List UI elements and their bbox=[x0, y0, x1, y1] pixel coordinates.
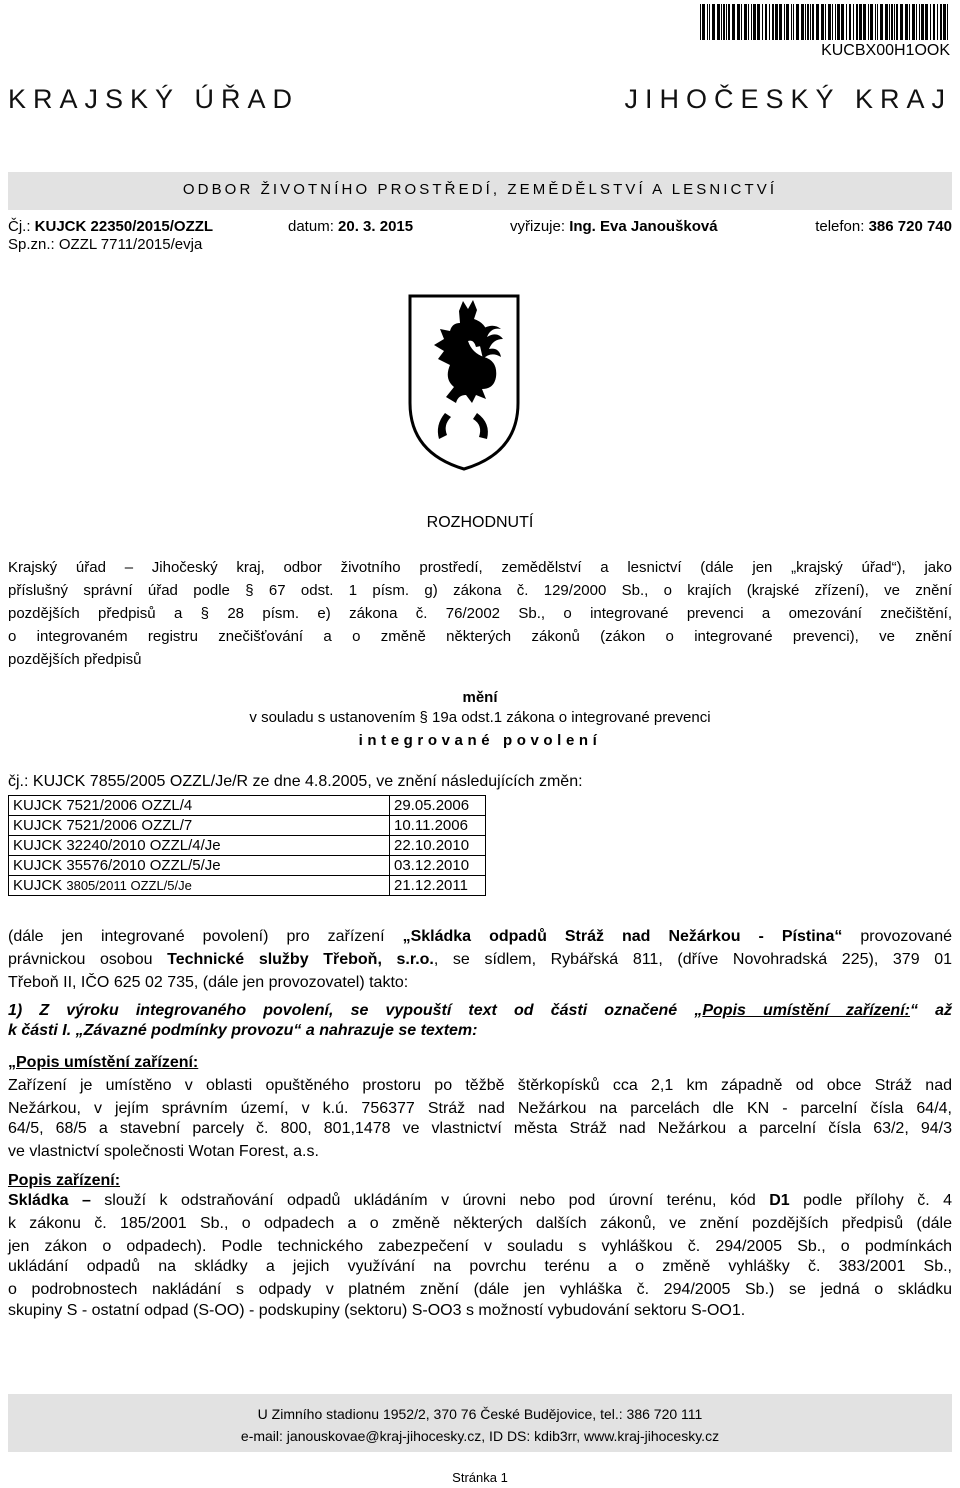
decision-title: ROZHODNUTÍ bbox=[426, 514, 534, 531]
page-number: Stránka 1 bbox=[452, 1470, 508, 1485]
barcode bbox=[698, 4, 950, 40]
original-permit-ref: čj.: KUJCK 7855/2005 OZZL/Je/R ze dne 4.8.2005, ve znění následujících změn: bbox=[8, 773, 583, 790]
description-line-2: k zákonu č. 185/2001 Sb., o odpadech a o změně některých dalších zákonů, ve znění pozdějších předpisů (dále bbox=[8, 1215, 952, 1232]
facility-line-1: (dále jen integrované povolení) pro zařízení „Skládka odpadů Stráž nad Nežárkou - Pístina“ provozované bbox=[8, 928, 952, 945]
intro-line-3: pozdějších předpisů a § 28 písm. e) zákona č. 76/2002 Sb., o integrované prevenci a omezování znečištění, bbox=[8, 605, 952, 622]
location-line-2: Nežárkou, v jejím správním území, v k.ú. 756377 Stráž nad Nežárkou na parcelách dle KN - parcelní čísla 64/4, bbox=[8, 1100, 952, 1117]
amendment-ref: KUJCK 32240/2010 OZZL/4/Je bbox=[9, 836, 390, 856]
item-1-line-2: k části I. „Závazné podmínky provozu“ a nahrazuje se textem: bbox=[8, 1022, 478, 1039]
location-line-1: Zařízení je umístěno v oblasti opuštěného prostoru po těžbě štěrkopísků cca 2,1 km západně od obce Stráž nad bbox=[8, 1077, 952, 1094]
table-row bbox=[9, 836, 486, 856]
table-row bbox=[9, 876, 486, 896]
description-line-1: Skládka – slouží k odstraňování odpadů ukládáním v úrovni nebo pod úrovní terénu, kód D1 podle přílohy č. 4 bbox=[8, 1192, 952, 1209]
handled-by: vyřizuje: Ing. Eva Janoušková bbox=[510, 218, 718, 235]
table-row bbox=[9, 856, 486, 876]
intro-line-4: o integrovaném registru znečišťování a o změně některých zákonů (zákon o integrované prevenci), ve znění bbox=[8, 628, 952, 645]
intro-line-5: pozdějších předpisů bbox=[8, 651, 142, 668]
reference-number: Čj.: KUJCK 22350/2015/OZZL bbox=[8, 218, 214, 235]
item-1-line-1: 1) Z výroku integrovaného povolení, se vypouští text od části označené „Popis umístění zařízení:“ až bbox=[8, 1002, 953, 1019]
footer-contacts: e-mail: janouskovae@kraj-jihocesky.cz, ID DS: kdib3rr, www.kraj-jihocesky.cz bbox=[240, 1428, 720, 1444]
facility-line-2: právnickou osobou Technické služby Třeboň, s.r.o., se sídlem, Rybářská 811, (dříve Novohradská 225), 379 01 bbox=[8, 951, 953, 968]
integrated-permit-label: integrované povolení bbox=[358, 732, 602, 749]
barcode-id: KUCBX00H1OOK bbox=[821, 42, 950, 59]
amendments-table bbox=[8, 795, 486, 896]
location-line-4: ve vlastnictví společnosti Wotan Forest, a.s. bbox=[8, 1143, 319, 1160]
legal-basis: v souladu s ustanovením § 19a odst.1 zákona o integrované prevenci bbox=[249, 709, 711, 726]
footer-address: U Zimního stadionu 1952/2, 370 76 České Budějovice, tel.: 386 720 111 bbox=[257, 1406, 703, 1422]
table-row bbox=[9, 816, 486, 836]
amendment-date: 03.12.2010 bbox=[390, 856, 486, 876]
department-name: ODBOR ŽIVOTNÍHO PROSTŘEDÍ, ZEMĚDĚLSTVÍ A LESNICTVÍ bbox=[182, 181, 778, 198]
description-line-6: skupiny S - ostatní odpad (S-OO) - podskupiny (sektoru) S-OO3 s možností vybudování sektoru S-OO1. bbox=[8, 1302, 746, 1319]
letterhead-region: JIHOČESKÝ KRAJ bbox=[624, 84, 952, 114]
intro-line-1: Krajský úřad – Jihočeský kraj, odbor životního prostředí, zemědělství a lesnictví (dále jen „krajský úřad“), jako bbox=[8, 559, 952, 576]
description-line-4: ukládání odpadů na skládky a jejich využívání na povrchu terénu a o změně vyhlášky č. 383/2001 Sb., bbox=[8, 1258, 952, 1275]
letterhead-office: KRAJSKÝ ÚŘAD bbox=[8, 84, 300, 114]
amendment-date: 22.10.2010 bbox=[390, 836, 486, 856]
amendment-date: 29.05.2006 bbox=[390, 796, 486, 816]
footer bbox=[8, 1394, 952, 1452]
location-heading: „Popis umístění zařízení: bbox=[8, 1054, 199, 1071]
amendment-ref: KUJCK 7521/2006 OZZL/7 bbox=[9, 816, 390, 836]
facility-line-3: Třeboň II, IČO 625 02 735, (dále jen provozovatel) takto: bbox=[8, 974, 409, 991]
amendment-date: 10.11.2006 bbox=[390, 816, 486, 836]
coat-of-arms-icon bbox=[407, 293, 521, 471]
amendment-date: 21.12.2011 bbox=[390, 876, 486, 896]
description-line-3: jen zákon o odpadech). Podle technického zabezpečení v souladu s vyhláškou č. 294/2005 Sb., o podmínkách bbox=[8, 1238, 952, 1255]
table-row bbox=[9, 796, 486, 816]
intro-line-2: příslušný správní úřad podle § 67 odst. 1 písm. g) zákona č. 129/2000 Sb., o krajích (krajské zřízení), ve znění bbox=[8, 582, 952, 599]
document-date: datum: 20. 3. 2015 bbox=[288, 218, 414, 235]
description-line-5: o podrobnostech nakládání s odpady v platném znění (dále jen vyhláška č. 294/2005 Sb.) se jedná o skládku bbox=[8, 1281, 952, 1298]
phone: telefon: 386 720 740 bbox=[815, 218, 952, 235]
department-band bbox=[8, 172, 952, 210]
verdict-changes: mění bbox=[462, 689, 498, 706]
description-heading: Popis zařízení: bbox=[8, 1172, 121, 1189]
amendment-ref: KUJCK 35576/2010 OZZL/5/Je bbox=[9, 856, 390, 876]
file-mark: Sp.zn.: OZZL 7711/2015/evja bbox=[8, 236, 203, 253]
location-line-3: 64/5, 68/5 a stavební parcely č. 800, 801,1478 ve vlastnictví města Stráž nad Nežárkou a parcelní čísla 63/2, 94/3 bbox=[8, 1120, 952, 1137]
amendment-ref: KUJCK 3805/2011 OZZL/5/Je bbox=[9, 876, 390, 896]
amendment-ref: KUJCK 7521/2006 OZZL/4 bbox=[9, 796, 390, 816]
